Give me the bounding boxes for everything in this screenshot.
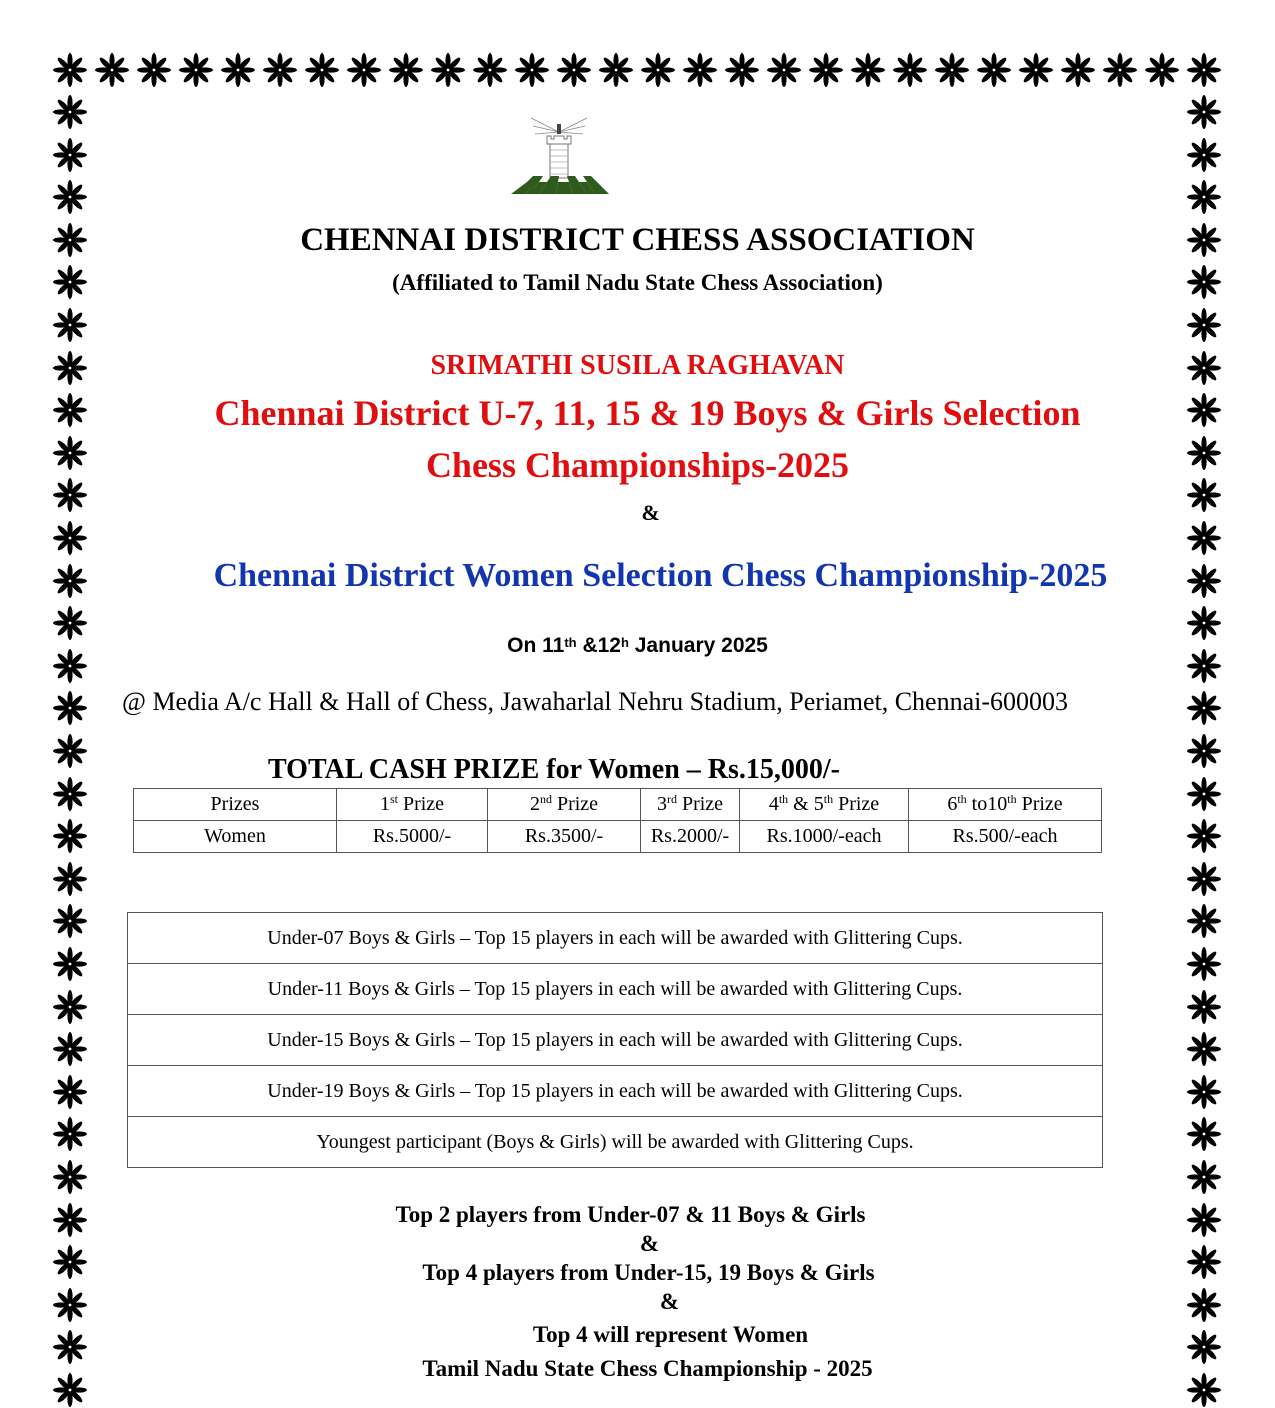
flower-star-icon [472,52,508,88]
flower-star-icon [1018,52,1054,88]
prize-header-cell [134,789,337,821]
flower-star-icon [430,52,466,88]
chess-association-logo [503,110,615,196]
header-text: Prize [551,793,599,815]
flower-star-icon [514,52,550,88]
flower-star-icon [52,179,88,215]
flower-star-icon [136,52,172,88]
header-text: to10 [966,793,1008,815]
selection-ampersand: & [659,1289,680,1314]
header-text: 2 [529,793,540,815]
flower-star-icon [1186,1116,1222,1152]
flower-star-icon [766,52,802,88]
header-sup: th [957,792,967,806]
flower-star-icon [808,52,844,88]
prize-amount-cell: Rs.500/-each [909,821,1102,853]
women-championship-title: Chennai District Women Selection Chess Championship-2025 [213,557,1108,594]
flower-star-icon [682,52,718,88]
flower-star-icon [52,307,88,343]
prize-header-cell [337,789,488,821]
award-text: Youngest participant (Boys & Girls) will be awarded with Glittering Cups. [128,1117,1103,1168]
flower-star-icon [1186,137,1222,173]
flower-star-icon [52,818,88,854]
prize-amount-cell: Rs.2000/- [641,821,740,853]
flower-star-icon [262,52,298,88]
selection-line3: Top 4 will represent Women [532,1322,809,1347]
award-row [128,1066,1103,1117]
header-text: 6 [947,793,958,815]
award-text: Under-11 Boys & Girls – Top 15 players in each will be awarded with Glittering Cups. [128,964,1103,1015]
flower-star-icon [1186,1159,1222,1195]
flower-star-icon [52,776,88,812]
flower-star-icon [388,52,424,88]
selection-line1: Top 2 players from Under-07 & 11 Boys & Girls [395,1202,866,1227]
chess-rook-logo-icon [503,110,615,196]
flower-star-icon [52,1159,88,1195]
date-part: &12 [576,634,621,657]
selection-line4: Tamil Nadu State Chess Championship - 2025 [422,1356,873,1381]
flower-star-icon [1186,52,1222,88]
prize-header-cell [488,789,641,821]
header-sup: st [389,792,398,806]
prize-value-row [134,821,1102,853]
award-text: Under-19 Boys & Girls – Top 15 players in each will be awarded with Glittering Cups. [128,1066,1103,1117]
flower-star-icon [52,946,88,982]
award-text: Under-07 Boys & Girls – Top 15 players in each will be awarded with Glittering Cups. [128,913,1103,964]
header-text: 1 [379,793,390,815]
flower-star-icon [1186,1074,1222,1110]
header-text: Prize [397,793,445,815]
flower-star-icon [598,52,634,88]
flower-star-icon [1186,903,1222,939]
ampersand-separator: & [641,500,660,525]
flower-star-icon [1186,776,1222,812]
event-date [0,634,1275,658]
flower-star-icon [1186,946,1222,982]
award-text: Under-15 Boys & Girls – Top 15 players in each will be awarded with Glittering Cups. [128,1015,1103,1066]
flower-star-icon [52,1074,88,1110]
header-sup: th [823,792,834,806]
flower-star-icon [1186,1031,1222,1067]
flower-star-icon [1060,52,1096,88]
flower-star-icon [52,1031,88,1067]
flower-star-icon [1186,818,1222,854]
championship-title-line2: Chess Championships-2025 [425,445,850,485]
date-part: January 2025 [628,634,768,657]
prize-category-cell: Women [134,821,337,853]
championship-title-line1: Chennai District U-7, 11, 15 & 19 Boys & Girls Selection [214,393,1081,433]
flower-star-icon [304,52,340,88]
flower-star-icon [52,861,88,897]
date-superscript: h [620,635,629,650]
flower-star-icon [1186,733,1222,769]
prize-amount-cell: Rs.3500/- [488,821,641,853]
prize-amount-cell: Rs.5000/- [337,821,488,853]
flower-star-icon [934,52,970,88]
organization-title: CHENNAI DISTRICT CHESS ASSOCIATION [300,222,975,258]
header-text: Prize [1016,793,1063,815]
flower-star-icon [1102,52,1138,88]
prize-header-cell [641,789,740,821]
flower-star-icon [52,94,88,130]
flower-star-icon [52,137,88,173]
flower-star-icon [850,52,886,88]
prize-header-cell [740,789,909,821]
flower-star-icon [52,1116,88,1152]
date-superscript: th [564,635,577,650]
awards-table [127,912,1103,1168]
sponsor-name: SRIMATHI SUSILA RAGHAVAN [430,350,845,381]
header-text: Prize [676,793,724,815]
flower-star-icon [220,52,256,88]
header-text: Prize [833,793,880,815]
header-sup: th [778,792,789,806]
flower-star-icon [1186,861,1222,897]
total-cash-prize-title: TOTAL CASH PRIZE for Women – Rs.15,000/- [268,754,841,785]
flower-star-icon [1186,307,1222,343]
flower-star-icon [1186,690,1222,726]
flower-star-icon [640,52,676,88]
header-text: 3 [656,793,667,815]
venue-address: @ Media A/c Hall & Hall of Chess, Jawaharlal Nehru Stadium, Periamet, Chennai-600003 [122,687,1069,716]
flower-star-icon [178,52,214,88]
flower-star-icon [892,52,928,88]
header-text: & 5 [788,793,824,815]
flower-star-icon [52,733,88,769]
selection-ampersand: & [639,1231,660,1256]
flower-star-icon [1186,94,1222,130]
flower-star-icon [1144,52,1180,88]
header-sup: th [1007,792,1017,806]
award-row [128,913,1103,964]
prize-amount-cell: Rs.1000/-each [740,821,909,853]
award-row [128,1117,1103,1168]
flower-star-icon [52,989,88,1025]
flower-star-icon [556,52,592,88]
header-text: 4 [768,793,779,815]
flower-star-icon [976,52,1012,88]
flower-star-icon [52,903,88,939]
date-part: On 11 [507,634,565,657]
flower-star-icon [1186,989,1222,1025]
cash-prize-table [133,788,1102,853]
header-sup: rd [666,792,677,806]
award-row [128,1015,1103,1066]
flower-star-icon [52,52,88,88]
prize-header-cell [909,789,1102,821]
flower-star-icon [346,52,382,88]
award-row [128,964,1103,1015]
flower-star-icon [724,52,760,88]
flower-star-icon [1186,179,1222,215]
prize-header-row [134,789,1102,821]
flower-star-icon [52,690,88,726]
flower-star-icon [94,52,130,88]
header-sup: nd [539,792,552,806]
selection-line2: Top 4 players from Under-15, 19 Boys & Girls [422,1260,875,1285]
affiliation-text: (Affiliated to Tamil Nadu State Chess Association) [392,270,883,295]
header-text: Prizes [210,793,260,815]
